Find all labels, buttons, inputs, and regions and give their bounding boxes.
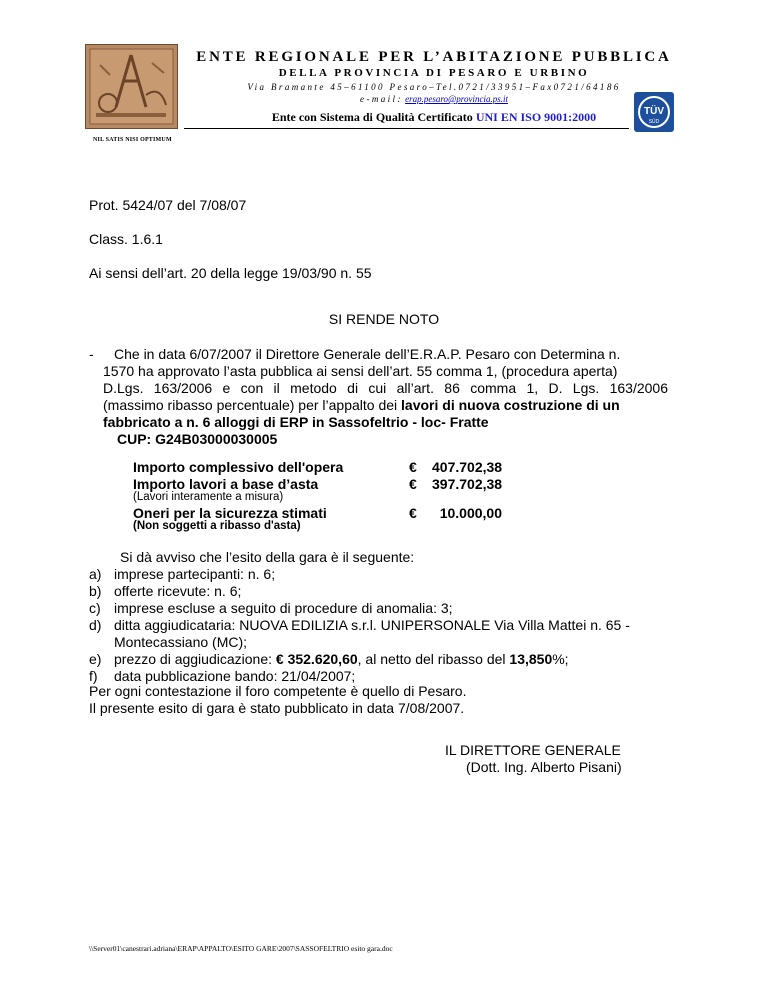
emblem-relief-image: [85, 44, 178, 129]
safety-value: 10.000,00: [439, 505, 502, 521]
signatory-name: (Dott. Ing. Alberto Pisani): [466, 759, 622, 775]
list-item-continuation: Montecassiano (MC);: [114, 634, 248, 650]
para-line-4b: lavori di nuova costruzione di un: [401, 397, 620, 413]
list-letter: f): [89, 668, 98, 684]
result-intro: Si dà avviso che l’esito della gara è il seguente:: [120, 549, 415, 565]
para-line-2: 1570 ha approvato l’asta pubblica ai sensi dell’art. 55 comma 1, (procedura aperta): [103, 363, 618, 379]
works-note: (Lavori interamente a misura): [133, 491, 284, 503]
para-line-4: [103, 397, 668, 414]
list-text: ditta aggiudicataria: NUOVA EDILIZIA s.r.l. UNIPERSONALE Via Villa Mattei n. 65 -: [114, 617, 630, 633]
quality-prefix: Ente con Sistema di Qualità Certificato: [271, 110, 473, 124]
notice-heading: SI RENDE NOTO: [328, 311, 440, 327]
para-line-4a: (massimo ribasso percentuale) per l’appalto dei: [103, 397, 402, 413]
cup-code: CUP: G24B03000030005: [117, 431, 278, 447]
safety-label: Oneri per la sicurezza stimati: [133, 505, 327, 521]
publication-note: Il presente esito di gara è stato pubblicato in data 7/08/2007.: [89, 700, 465, 716]
tuv-certification-logo: [634, 92, 674, 132]
header-divider: [184, 128, 629, 129]
email-link[interactable]: erap.pesaro@provincia.ps.it: [405, 94, 508, 104]
works-label: Importo lavori a base d’asta: [133, 476, 319, 492]
para-continuation: [103, 363, 668, 380]
main-paragraph: [114, 346, 668, 363]
list-letter: c): [89, 600, 101, 616]
quality-certification: [184, 110, 684, 125]
total-label: Importo complessivo dell'opera: [133, 459, 344, 475]
paragraph-bullet: -: [89, 346, 94, 362]
list-letter: b): [89, 583, 102, 599]
works-currency: €: [409, 476, 417, 492]
org-email-line: [184, 94, 684, 104]
classification: Class. 1.6.1: [89, 231, 163, 247]
list-item: [89, 651, 679, 668]
list-text: offerte ricevute: n. 6;: [114, 583, 242, 599]
jurisdiction-note: Per ogni contestazione il foro competente è quello di Pesaro.: [89, 683, 467, 699]
protocol-number: Prot. 5424/07 del 7/08/07: [89, 197, 247, 213]
org-subtitle: DELLA PROVINCIA DI PESARO E URBINO: [278, 67, 590, 79]
result-list: [89, 566, 679, 685]
list-text: data pubblicazione bando: 21/04/2007;: [114, 668, 356, 684]
para-line-1: Che in data 6/07/2007 il Direttore Generale dell’E.R.A.P. Pesaro con Determina n.: [114, 346, 621, 362]
quality-iso: UNI EN ISO 9001:2000: [475, 110, 597, 124]
list-text: imprese partecipanti: n. 6;: [114, 566, 276, 582]
list-letter: e): [89, 651, 102, 667]
org-address: Via Bramante 45–61100 Pesaro–Tel.0721/33951–Fax0721/64186: [247, 82, 621, 92]
price-suffix: %;: [552, 651, 569, 667]
discount-percent: 13,850: [509, 651, 553, 667]
law-reference: Ai sensi dell’art. 20 della legge 19/03/90 n. 55: [89, 265, 372, 281]
para-line-3-wrap: [103, 380, 668, 397]
total-value: 407.702,38: [432, 459, 503, 475]
price-prefix: prezzo di aggiudicazione:: [114, 651, 276, 667]
award-price: € 352.620,60: [275, 651, 358, 667]
list-item: [89, 617, 679, 634]
works-value: 397.702,38: [432, 476, 503, 492]
list-letter: a): [89, 566, 102, 582]
safety-currency: €: [409, 505, 417, 521]
list-text: [114, 651, 679, 668]
motto-caption: NIL SATIS NISI OPTIMUM: [93, 137, 172, 143]
list-item: [89, 583, 679, 600]
para-line-5: fabbricato a n. 6 alloggi di ERP in Sassofeltrio - loc- Fratte: [103, 414, 489, 430]
list-item: [89, 600, 679, 617]
safety-note: (Non soggetti a ribasso d'asta): [133, 520, 301, 532]
list-text: imprese escluse a seguito di procedure di anomalia: 3;: [114, 600, 453, 616]
list-letter: d): [89, 617, 102, 633]
price-mid: , al netto del ribasso del: [357, 651, 510, 667]
file-path-footer: \\Server01\canestrari.adriana\ERAP\APPALTO\ESITO GARE\2007\SASSOFELTRIO esito gara.doc: [89, 944, 393, 953]
tuv-logo-text: TÜV: [644, 106, 664, 117]
tuv-logo-sub: SÜD: [648, 119, 660, 125]
org-title: ENTE REGIONALE PER L’ABITAZIONE PUBBLICA: [196, 49, 672, 65]
email-label: e-mail:: [360, 94, 403, 104]
signatory-title: IL DIRETTORE GENERALE: [445, 742, 621, 758]
para-line-3: D.Lgs. 163/2006 e con il metodo di cui all’art. 86 comma 1, D. Lgs. 163/2006: [103, 380, 668, 396]
list-item: [89, 566, 679, 583]
total-currency: €: [409, 459, 417, 475]
